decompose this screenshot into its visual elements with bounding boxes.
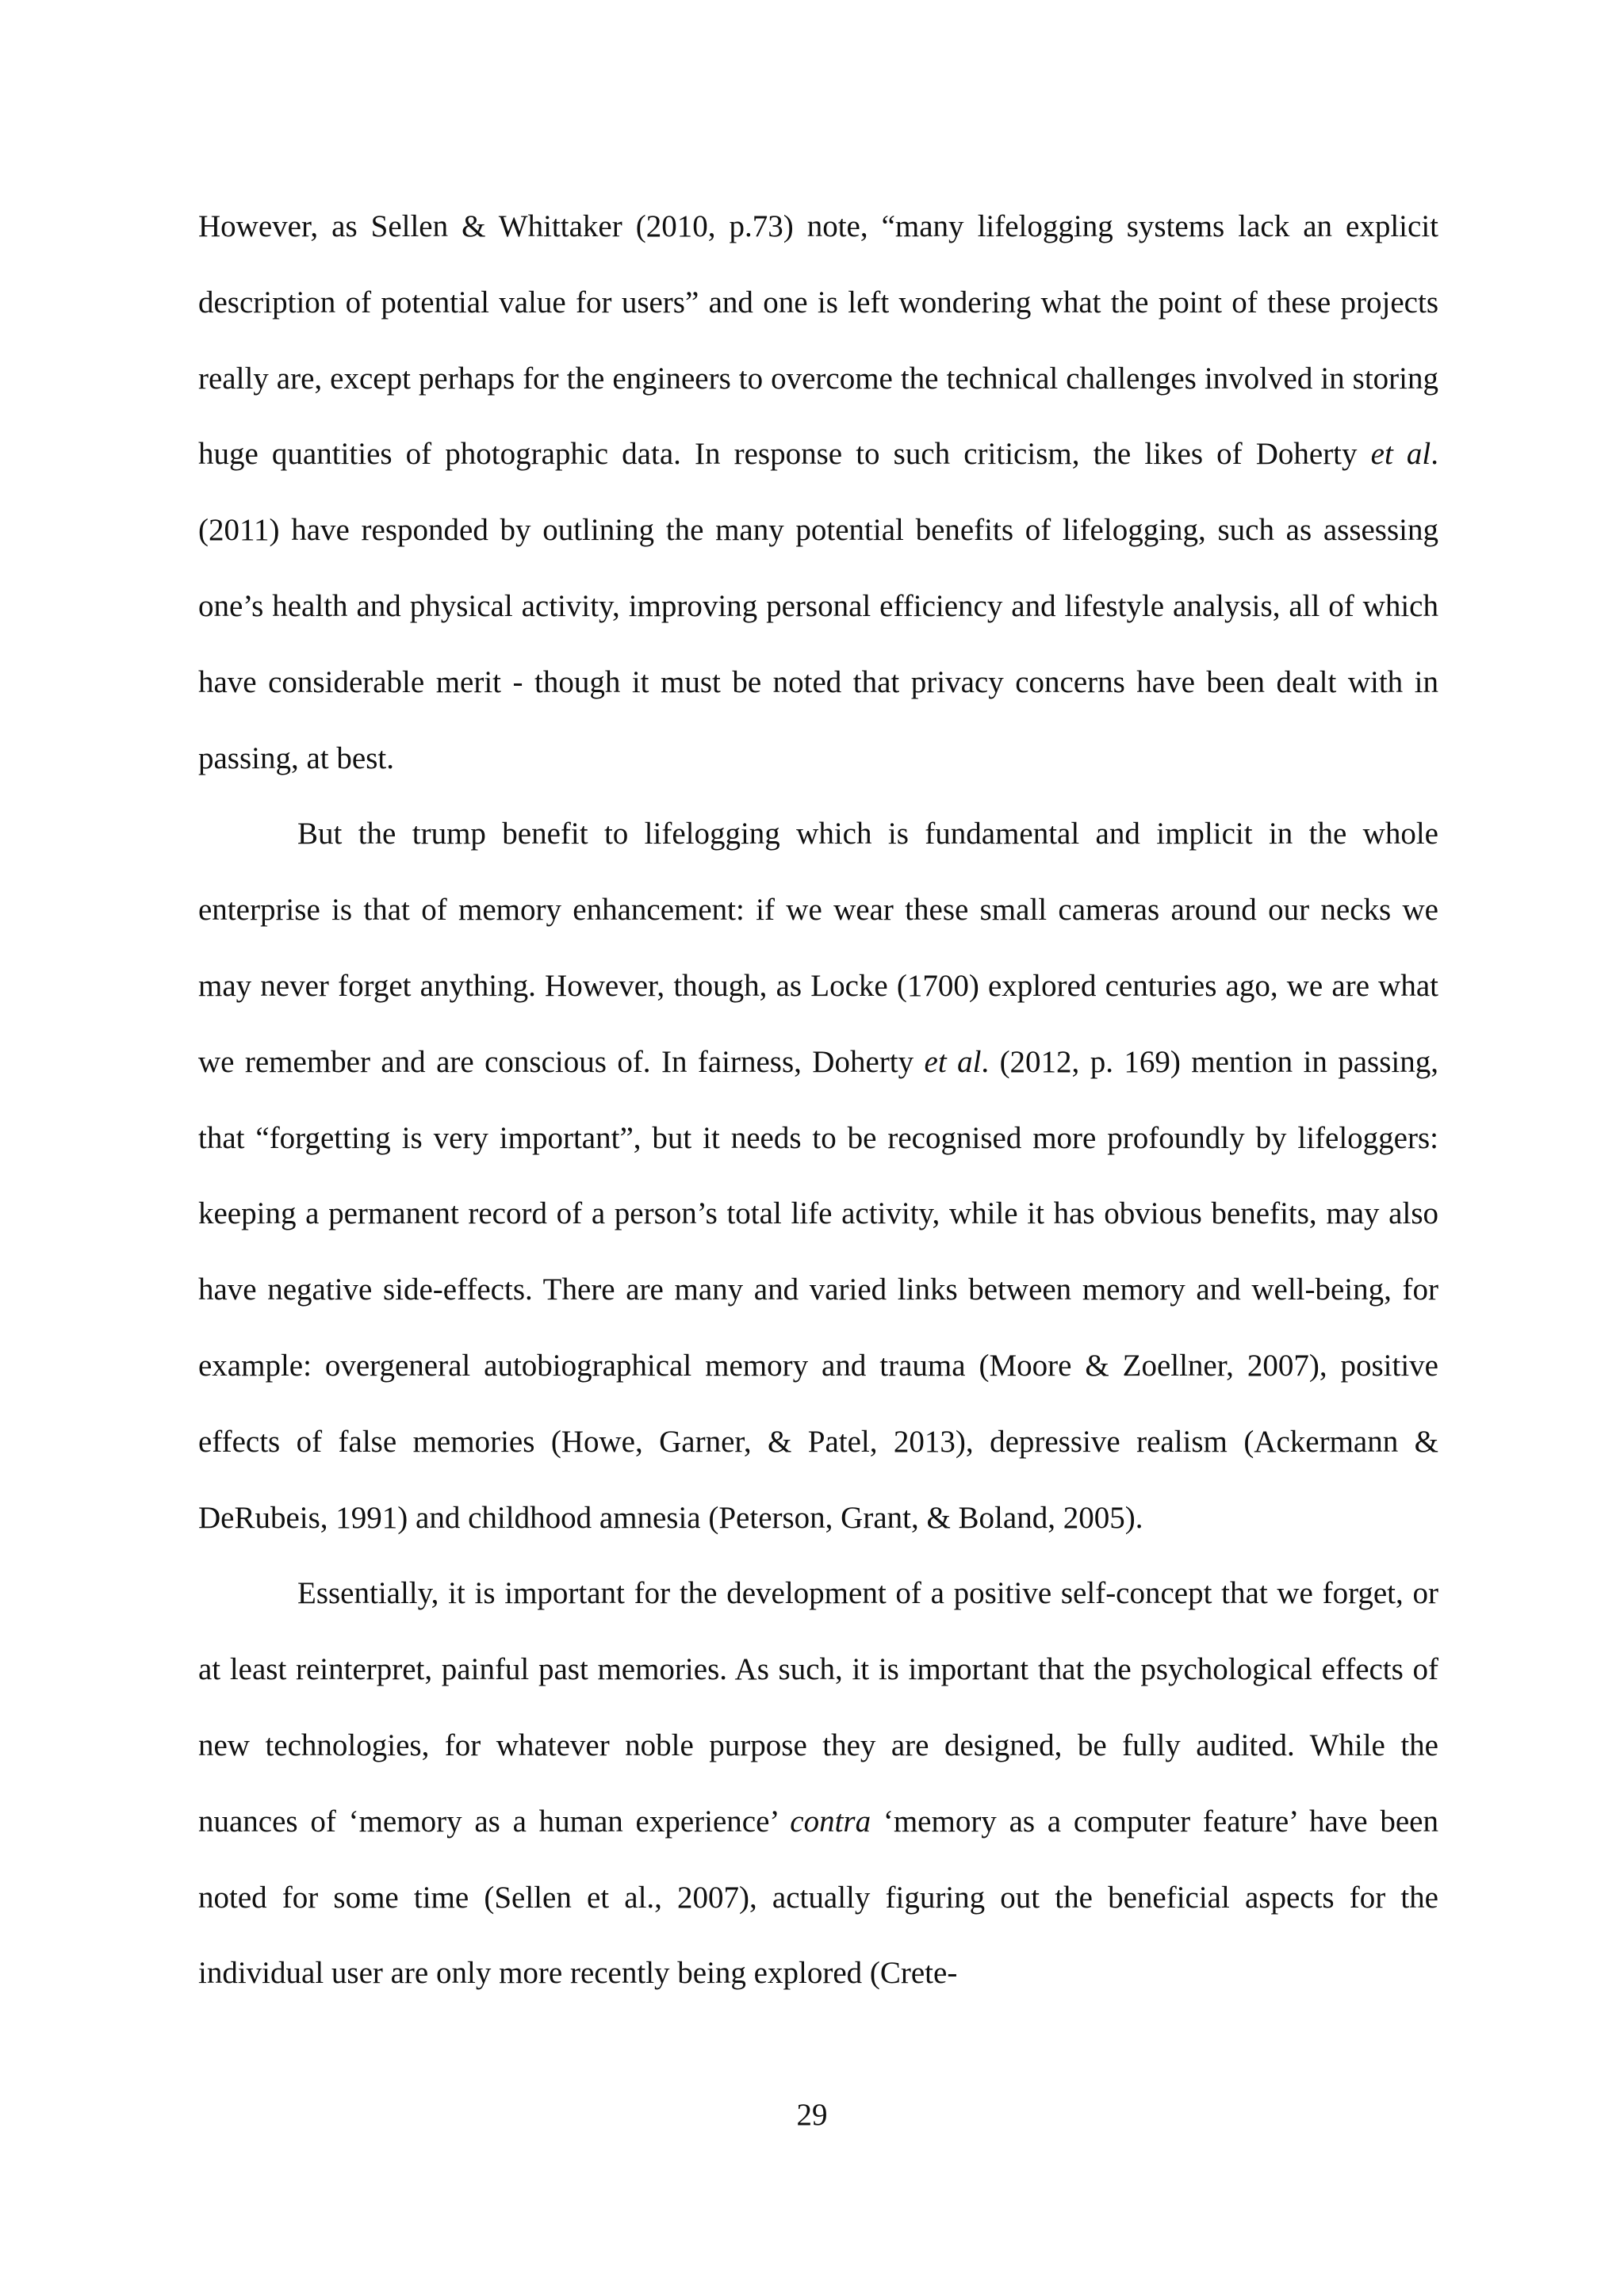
paragraph-2-text-b: . (2012, p. 169) mention in passing, that “forgetting is very important”, but it needs to be recognised more profoundly by lifeloggers: keeping a permanent record of a person’s total life activity, while it has obvious benefits, may also have negative side-effects. There are many and varied links between memory and well-being, for example: overgeneral autobiographical memory and trauma (Moore & Zoellner, 2007), positive effects of false memories (Howe, Garner, & Patel, 2013), depressive realism (Ackermann & DeRubeis, 1991) and childhood amnesia (Peterson, Grant, & Boland, 2005). <box>198 1044 1438 1535</box>
body-text <box>198 189 1438 2011</box>
paragraph-1 <box>198 189 1438 796</box>
paragraph-3-text-a: Essentially, it is important for the development of a positive self-concept that we forget, or at least reinterpret, painful past memories. As such, it is important that the psychological effects of new technologies, for whatever noble purpose they are designed, be fully audited. While the nuances of ‘memory as a human experience’ <box>198 1576 1438 1839</box>
paragraph-1-text-b: . (2011) have responded by outlining the many potential benefits of lifelogging, such as assessing one’s health and physical activity, improving personal efficiency and lifestyle analysis, all of which have considerable merit - though it must be noted that privacy concerns have been dealt with in passing, at best. <box>198 437 1438 775</box>
paragraph-3-italic-contra: contra <box>790 1804 871 1839</box>
paragraph-1-text-a: However, as Sellen & Whittaker (2010, p.73) note, “many lifelogging systems lack an explicit description of potential value for users” and one is left wondering what the point of these projects really are, except perhaps for the engineers to overcome the technical challenges involved in storing huge quantities of photographic data. In response to such criticism, the likes of Doherty <box>198 209 1438 472</box>
page-number: 29 <box>796 2098 828 2132</box>
paragraph-3-text-b: ‘memory as a computer feature’ have been noted for some time (Sellen et al., 2007), actually figuring out the beneficial aspects for the individual user are only more recently being explored (Crete- <box>198 1804 1438 1991</box>
paragraph-2-italic-et-al: et al <box>924 1044 982 1079</box>
paragraph-2-text-a: But the trump benefit to lifelogging which is fundamental and implicit in the whole enterprise is that of memory enhancement: if we wear these small cameras around our necks we may never forget anything. However, though, as Locke (1700) explored centuries ago, we are what we remember and are conscious of. In fairness, Doherty <box>198 817 1438 1079</box>
paragraph-1-italic-et-al: et al <box>1370 437 1431 472</box>
paragraph-2 <box>198 796 1438 1556</box>
paragraph-3 <box>198 1556 1438 2011</box>
